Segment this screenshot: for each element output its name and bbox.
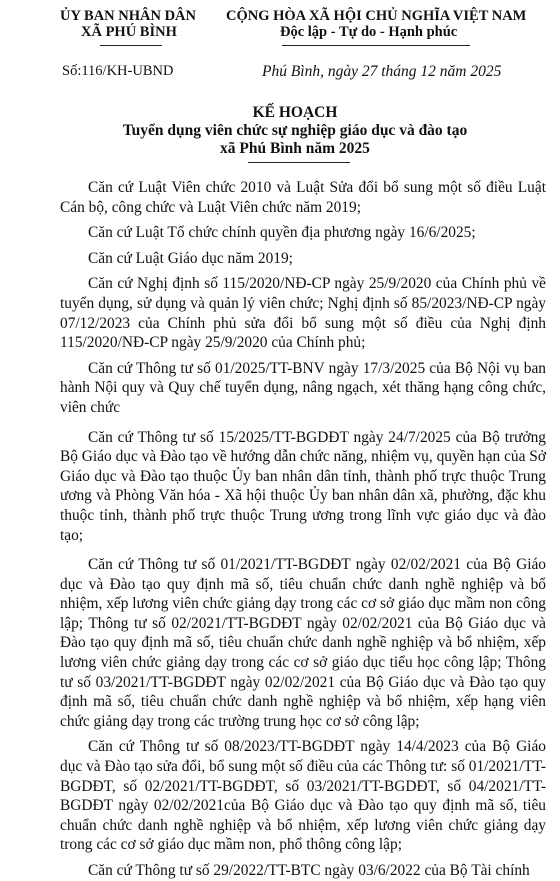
title-underline <box>248 162 350 163</box>
country-name: CỘNG HÒA XÃ HỘI CHỦ NGHĨA VIỆT NAM <box>226 8 527 24</box>
authority-underline <box>100 45 162 46</box>
legal-basis-paragraph: Căn cứ Thông tư số 15/2025/TT-BGDĐT ngày 24/7/2025 của Bộ trưởng Bộ Giáo dục và Đào tạo về hướng dẫn chức năng, nhiệm vụ, quyền hạn của Sở Giáo dục và Đào tạo thuộc Ủy ban nhân dân tỉnh, thành phố trực thuộc Trung ương và Phòng Văn hóa - Xã hội thuộc Ủy ban nhân dân xã, phường, đặc khu thuộc tỉnh, thành phố trực thuộc Trung ương trong lĩnh vực giáo dục và đào tạo; <box>60 428 547 544</box>
document-number: Số:116/KH-UBND <box>62 63 174 79</box>
legal-basis-paragraph: Căn cứ Nghị định số 115/2020/NĐ-CP ngày 25/9/2020 của Chính phủ về tuyển dụng, sử dụng và quản lý viên chức; Nghị định số 85/2023/NĐ-CP ngày 07/12/2023 của Chính phủ sửa đổi bổ sung một số điều của Nghị định 115/2020/NĐ-CP ngày 25/9/2020 của Chính phủ; <box>60 275 546 352</box>
legal-basis-paragraph: Căn cứ Luật Viên chức 2010 và Luật Sửa đổi bổ sung một số điều Luật Cán bộ, công chức và Luật Viên chức năm 2019; <box>60 179 546 216</box>
legal-basis-paragraph: Căn cứ Luật Giáo dục năm 2019; <box>88 249 293 267</box>
issuing-commune: XÃ PHÚ BÌNH <box>81 24 177 40</box>
place-and-date: Phú Bình, ngày 27 tháng 12 năm 2025 <box>262 63 502 80</box>
document-type-title: KẾ HOẠCH <box>252 104 338 121</box>
document-subtitle-line1: Tuyển dụng viên chức sự nghiệp giáo dục và đào tạo <box>122 122 468 139</box>
issuing-authority: ỦY BAN NHÂN DÂN <box>60 8 197 24</box>
legal-basis-paragraph: Căn cứ Thông tư số 29/2022/TT-BTC ngày 03/6/2022 của Bộ Tài chính <box>88 862 530 879</box>
motto-underline <box>282 45 470 46</box>
legal-basis-paragraph: Căn cứ Thông tư số 01/2021/TT-BGDĐT ngày 02/02/2021 của Bộ Giáo dục và Đào tạo quy định mã số, tiêu chuẩn chức danh nghề nghiệp và bổ nhiệm, xếp lương viên chức giảng dạy trong các cơ sở giáo dục mầm non công lập; Thông tư số 02/2021/TT-BGDĐT ngày 02/02/2021 của Bộ Giáo dục và Đào tạo quy định mã số, tiêu chuẩn chức danh nghề nghiệp và bổ nhiệm, xếp lương viên chức giảng dạy trong các cơ sở giáo dục tiểu học công lập; Thông tư số 03/2021/TT-BGDĐT ngày 02/02/2021 của Bộ Giáo dục và Đào tạo quy định mã số, tiêu chuẩn chức danh nghề nghiệp và bổ nhiệm, xếp hạng viên chức giảng dạy trong các trường trung học cơ sở công lập; <box>60 556 546 730</box>
document-subtitle-line2: xã Phú Bình năm 2025 <box>220 140 370 157</box>
document-body <box>60 178 546 881</box>
legal-basis-paragraph: Căn cứ Thông tư số 01/2025/TT-BNV ngày 17/3/2025 của Bộ Nội vụ ban hành Nội quy và Quy chế tuyển dụng, nâng ngạch, xét thăng hạng công chức, viên chức <box>60 359 546 416</box>
legal-basis-paragraph: Căn cứ Luật Tổ chức chính quyền địa phương ngày 16/6/2025; <box>88 224 476 242</box>
national-motto: Độc lập - Tự do - Hạnh phúc <box>280 24 458 40</box>
legal-basis-paragraph: Căn cứ Thông tư số 08/2023/TT-BGDĐT ngày 14/4/2023 của Bộ Giáo dục và Đào tạo sửa đổi, bổ sung một số điều của các Thông tư: số 01/2021/TT-BGDĐT, số 02/2021/TT-BGDĐT, số 03/2021/TT-BGDĐT, số 04/2021/TT-BGDĐT ngày 02/02/2021của Bộ Giáo dục và Đào tạo quy định mã số, tiêu chuẩn chức danh nghề nghiệp và bổ nhiệm, xếp lương viên chức giảng dạy trong các cơ sở giáo dục mầm non, phổ thông công lập; <box>60 738 546 854</box>
